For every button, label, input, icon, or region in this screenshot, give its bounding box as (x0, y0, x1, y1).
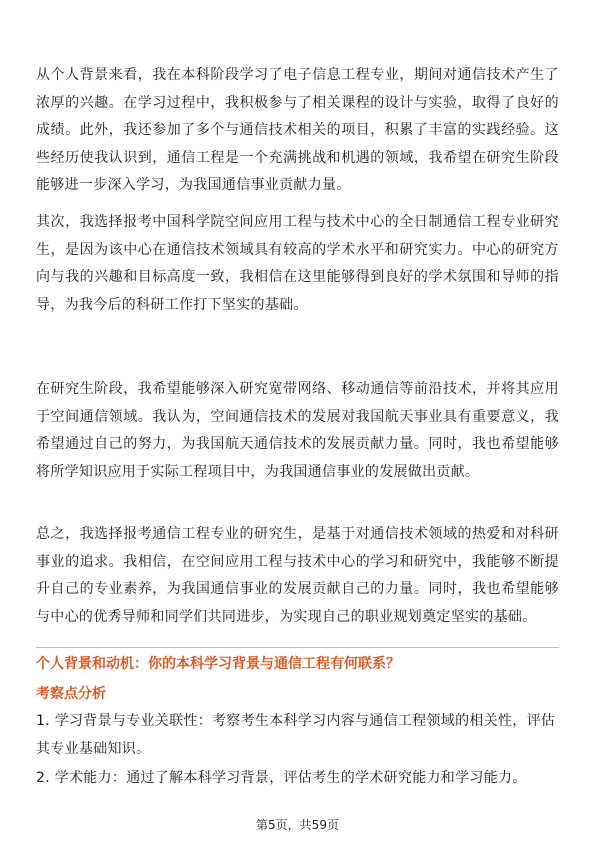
analysis-heading: 考察点分析 (36, 686, 106, 702)
question-title: 个人背景和动机：你的本科学习背景与通信工程有何联系？ (36, 656, 400, 672)
analysis-point: 1. 学习背景与专业关联性：考察考生本科学习内容与通信工程领域的相关性，评估其专业基础知识。 (36, 713, 556, 757)
paragraph-conclusion: 总之，我选择报考通信工程专业的研究生，是基于对通信技术领域的热爱和对科研事业的追求。我相信，在空间应用工程与技术中心的学习和研究中，我能够不断提升自己的专业素养，为我国通信事业的发展贡献自己的力量。同时，我也希望能够与中心的优秀导师和同学们共同进步，为实现自己的职业规划奠定坚实的基础。 (36, 526, 559, 625)
paragraph-research-plan: 在研究生阶段，我希望能够深入研究宽带网络、移动通信等前沿技术，并将其应用于空间通信领域。我认为，空间通信技术的发展对我国航天事业具有重要意义，我希望通过自己的努力，为我国航天通信技术的发展贡献力量。同时，我也希望能够将所学知识应用于实际工程项目中，为我国通信事业的发展做出贡献。 (36, 381, 559, 480)
paragraph-personal-background: 从个人背景来看，我在本科阶段学习了电子信息工程专业，期间对通信技术产生了浓厚的兴趣。在学习过程中，我积极参与了相关课程的设计与实验，取得了良好的成绩。此外，我还参加了多个与通信技术相关的项目，积累了丰富的实践经验。这些经历使我认识到，通信工程是一个充满挑战和机遇的领域，我希望在研究生阶段能够进一步深入学习，为我国通信事业贡献力量。 (36, 67, 559, 193)
analysis-point: 2. 学术能力：通过了解本科学习背景，评估考生的学术研究能力和学习能力。 (36, 770, 527, 786)
page-number: 第5页，共59页 (256, 818, 339, 832)
paragraph-choice-reason: 其次，我选择报考中国科学院空间应用工程与技术中心的全日制通信工程专业研究生，是因为该中心在通信技术领域具有较高的学术水平和研究实力。中心的研究方向与我的兴趣和目标高度一致，我相信在这里能够得到良好的学术氛围和导师的指导，为我今后的科研工作打下坚实的基础。 (36, 214, 559, 313)
section-divider (36, 647, 559, 648)
